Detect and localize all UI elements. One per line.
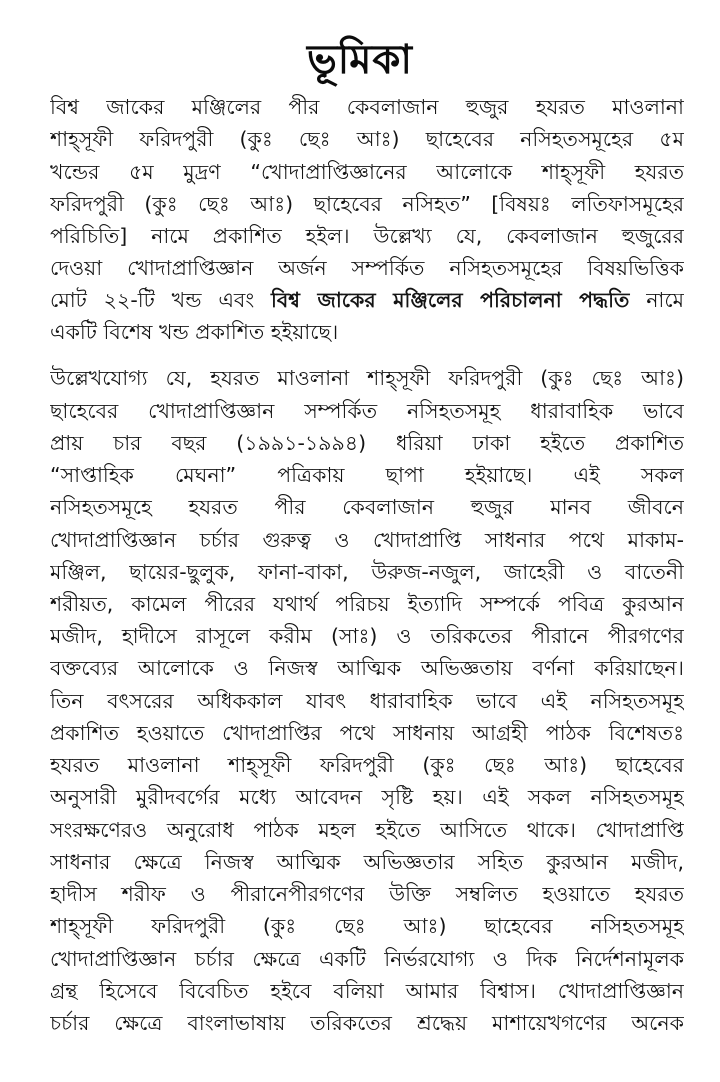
- paragraph-1-line-7: [50, 285, 684, 317]
- paragraph-2-line-11: তিন বৎসরের অধিককাল যাবৎ ধারাবাহিক ভাবে এই নসিহতসমূহ: [50, 689, 684, 713]
- line-7-text-end: নামে: [629, 288, 684, 312]
- paragraph-1-line-8: একটি বিশেষ খন্ড প্রকাশিত হইয়াছে।: [50, 320, 339, 344]
- paragraph-1-line-3: খন্ডের ৫ম মুদ্রণ “খোদাপ্রাপ্তিজ্ঞানের আলোকে শাহ্সূফী হযরত: [50, 160, 684, 184]
- paragraph-1-line-4: ফরিদপুরী (কুঃ ছেঃ আঃ) ছাহেবের নসিহত” [বিষয়ঃ লতিফাসমূহের: [50, 192, 684, 216]
- paragraph-2-line-17: হাদীস শরীফ ও পীরানেপীরগণের উক্তি সম্বলিত হওয়াতে হযরত: [50, 882, 684, 906]
- paragraph-2-line-16: সাধনার ক্ষেত্রে নিজস্ব আত্মিক অভিজ্ঞতার সহিত কুরআন মজীদ,: [50, 850, 684, 874]
- paragraph-2-line-21: চর্চার ক্ষেত্রে বাংলাভাষায় তরিকতের শ্রদ্ধেয় মাশায়েখগণের অনেক: [50, 1011, 684, 1035]
- paragraph-2-line-2: ছাহেবের খোদাপ্রাপ্তিজ্ঞান সম্পর্কিত নসিহতসমূহ ধারাবাহিক ভাবে: [50, 399, 684, 423]
- line-7-bold-title: বিশ্ব জাকের মঞ্জিলের পরিচালনা পদ্ধতি: [271, 288, 630, 312]
- paragraph-2-line-4: “সাপ্তাহিক মেঘনা” পত্রিকায় ছাপা হইয়াছে। এই সকল: [50, 463, 684, 487]
- paragraph-2-line-5: নসিহতসমূহে হযরত পীর কেবলাজান হুজুর মানব জীবনে: [50, 495, 684, 519]
- page-title: ভূমিকা: [306, 37, 414, 83]
- paragraph-2-line-9: মজীদ, হাদীসে রাসূলে করীম (সাঃ) ও তরিকতের পীরানে পীরগণের: [50, 624, 684, 648]
- paragraph-1-line-2: শাহ্সূফী ফরিদপুরী (কুঃ ছেঃ আঃ) ছাহেবের নসিহতসমূহের ৫ম: [50, 127, 684, 151]
- line-7-text-start: মোট ২২-টি খন্ড এবং: [50, 288, 272, 312]
- paragraph-2-line-18: শাহ্সূফী ফরিদপুরী (কুঃ ছেঃ আঃ) ছাহেবের নসিহতসমূহ: [50, 914, 684, 938]
- paragraph-1-line-6: দেওয়া খোদাপ্রাপ্তিজ্ঞান অর্জন সম্পর্কিত নসিহতসমূহের বিষয়ভিত্তিক: [50, 256, 684, 280]
- paragraph-1-line-5: পরিচিতি] নামে প্রকাশিত হইল। উল্লেখ্য যে, কেবলাজান হুজুরের: [50, 224, 684, 248]
- paragraph-2-line-6: খোদাপ্রাপ্তিজ্ঞান চর্চার গুরুত্ব ও খোদাপ্রাপ্তি সাধনার পথে মাকাম-: [50, 528, 684, 552]
- paragraph-2-line-19: খোদাপ্রাপ্তিজ্ঞান চর্চার ক্ষেত্রে একটি নির্ভরযোগ্য ও দিক নির্দেশনামূলক: [50, 947, 684, 971]
- paragraph-2-line-14: অনুসারী মুরীদবর্গের মধ্যে আবেদন সৃষ্টি হয়। এই সকল নসিহতসমূহ: [50, 785, 684, 809]
- paragraph-2-line-8: শরীয়ত, কামেল পীরের যথার্থ পরিচয় ইত্যাদি সম্পর্কে পবিত্র কুরআন: [50, 592, 684, 616]
- paragraph-2-line-12: প্রকাশিত হওয়াতে খোদাপ্রাপ্তির পথে সাধনায় আগ্রহী পাঠক বিশেষতঃ: [50, 721, 684, 745]
- paragraph-2-line-20: গ্রন্থ হিসেবে বিবেচিত হইবে বলিয়া আমার বিশ্বাস। খোদাপ্রাপ্তিজ্ঞান: [50, 979, 684, 1003]
- paragraph-2-line-15: সংরক্ষণেরও অনুরোধ পাঠক মহল হইতে আসিতে থাকে। খোদাপ্রাপ্তি: [50, 818, 684, 842]
- paragraph-2-line-3: প্রায় চার বছর (১৯৯১-১৯৯৪) ধরিয়া ঢাকা হইতে প্রকাশিত: [50, 431, 684, 455]
- paragraph-1-line-1: বিশ্ব জাকের মঞ্জিলের পীর কেবলাজান হুজুর হযরত মাওলানা: [50, 95, 684, 119]
- paragraph-2-line-13: হযরত মাওলানা শাহ্সূফী ফরিদপুরী (কুঃ ছেঃ আঃ) ছাহেবের: [50, 753, 684, 777]
- paragraph-2-line-7: মঞ্জিল, ছায়ের-ছুলুক, ফানা-বাকা, উরুজ-নজুল, জাহেরী ও বাতেনী: [50, 560, 684, 584]
- paragraph-2-line-10: বক্তব্যের আলোকে ও নিজস্ব আত্মিক অভিজ্ঞতায় বর্ণনা করিয়াছেন।: [50, 656, 684, 680]
- paragraph-2-line-1: উল্লেখযোগ্য যে, হযরত মাওলানা শাহ্সূফী ফরিদপুরী (কুঃ ছেঃ আঃ): [50, 366, 684, 390]
